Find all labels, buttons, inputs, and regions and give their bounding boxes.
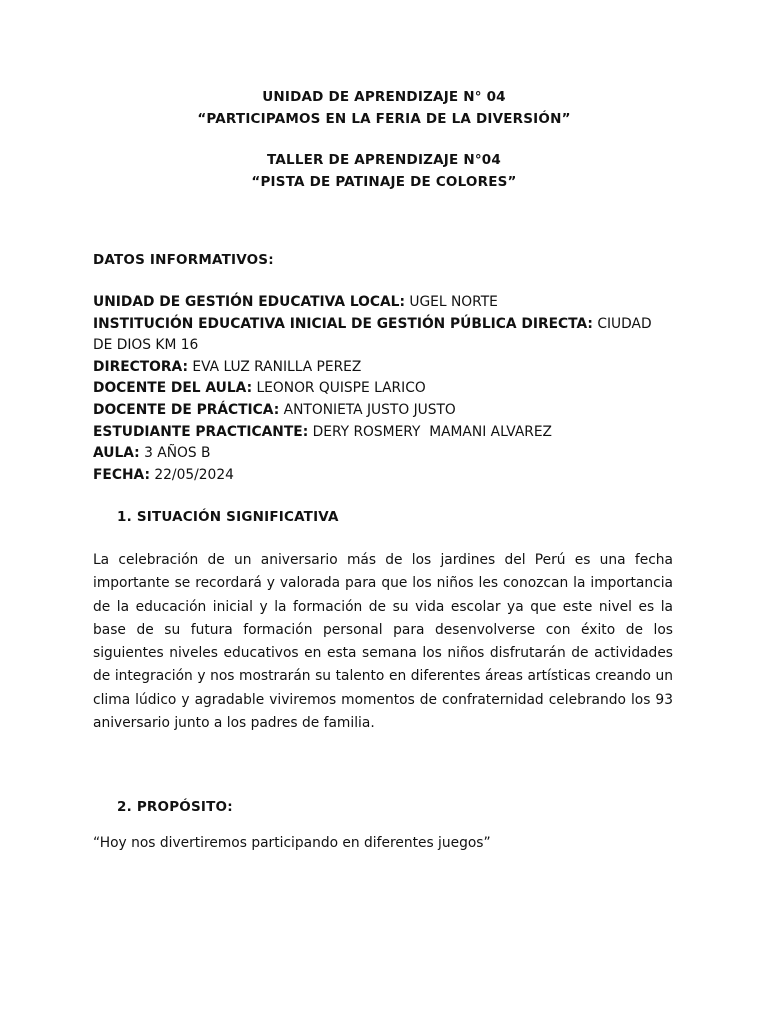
fecha-label: FECHA: (93, 466, 150, 483)
estudiante-value: DERY ROSMERY MAMANI ALVAREZ (308, 423, 553, 440)
directora-line (93, 357, 678, 379)
proposito-text: “Hoy nos divertiremos participando en diferentes juegos” (93, 835, 491, 851)
aula-line (93, 443, 678, 465)
ugel-line (93, 292, 678, 314)
datos-block (93, 292, 678, 486)
fecha-value: 22/05/2024 (149, 466, 234, 483)
workshop-subtitle: “PISTA DE PATINAJE DE COLORES” (251, 174, 517, 190)
aula-value: 3 AÑOS B (139, 445, 211, 462)
institucion-line-2 (93, 335, 678, 357)
situacion-heading: 1. SITUACIÓN SIGNIFICATIVA (117, 509, 339, 525)
directora-value: EVA LUZ RANILLA PEREZ (187, 358, 362, 375)
docente-aula-line (93, 378, 678, 400)
unit-subtitle: “PARTICIPAMOS EN LA FERIA DE LA DIVERSIÓN” (197, 111, 571, 127)
datos-heading: DATOS INFORMATIVOS: (93, 252, 274, 268)
institucion-label: INSTITUCIÓN EDUCATIVA INICIAL DE GESTIÓN PÚBLICA DIRECTA: (93, 315, 593, 332)
institucion-value: CIUDAD (592, 315, 652, 332)
docente-practica-label: DOCENTE DE PRÁCTICA: (93, 401, 280, 418)
directora-label: DIRECTORA: (93, 358, 188, 375)
institucion-line (93, 314, 678, 336)
proposito-heading: 2. PROPÓSITO: (117, 799, 233, 815)
fecha-line (93, 465, 678, 487)
docente-practica-line (93, 400, 678, 422)
unit-title: UNIDAD DE APRENDIZAJE N° 04 (262, 89, 506, 105)
estudiante-label: ESTUDIANTE PRACTICANTE: (93, 423, 309, 440)
ugel-value: UGEL NORTE (404, 294, 498, 310)
ugel-label: UNIDAD DE GESTIÓN EDUCATIVA LOCAL: (93, 294, 405, 310)
situacion-paragraph: La celebración de un aniversario más de los jardines del Perú es una fecha importante se recordará y valorada para que los niños les conozcan la importancia de la educación inicial y la formación de su vida escolar ya que este nivel es la base de su futura formación personal para desenvolverse con éxito de los siguientes niveles educativos en esta semana los niños disfrutarán de actividades de integración y nos mostrarán su talento en diferentes áreas artísticas creando un clima lúdico y agradable viviremos momentos de confraternidad celebrando los 93 aniversario junto a los padres de familia. (93, 552, 673, 732)
aula-label: AULA: (93, 445, 140, 462)
estudiante-line (93, 422, 678, 444)
docente-practica-value: ANTONIETA JUSTO JUSTO (279, 401, 456, 418)
workshop-title: TALLER DE APRENDIZAJE N°04 (267, 152, 501, 168)
docente-aula-label: DOCENTE DEL AULA: (93, 380, 253, 397)
docente-aula-value: LEONOR QUISPE LARICO (252, 380, 426, 397)
institucion-value-2: DE DIOS KM 16 (93, 337, 199, 354)
